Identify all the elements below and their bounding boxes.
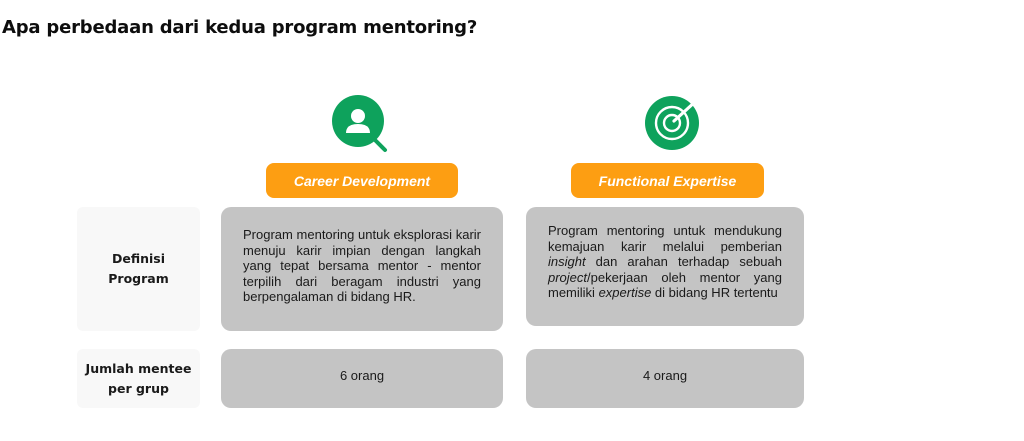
user-search-icon — [328, 92, 390, 154]
row-label-line: Jumlah mentee — [85, 360, 192, 376]
functional-mentee-count: 4 orang — [642, 367, 688, 383]
career-development-label: Career Development — [293, 172, 431, 189]
functional-expertise-label: Functional Expertise — [598, 172, 737, 189]
functional-definition-text: Program mentoring untuk mendukung kemajuan karir melalui pemberian insight dan arahan terhadap sebuah project/pekerjaan oleh mentor yang memiliki expertise di bidang HR tertentu — [548, 223, 782, 300]
row-label-line: per grup — [108, 380, 169, 396]
functional-mentee-count-cell — [526, 349, 804, 408]
row-label-line: Definisi — [111, 251, 166, 266]
page-title: Apa perbedaan dari kedua program mentoring? — [2, 17, 478, 38]
career-definition-cell — [221, 207, 503, 331]
career-mentee-count: 6 orang — [339, 367, 385, 383]
career-definition-text: Program mentoring untuk eksplorasi karir menuju karir impian dengan langkah yang tepat bersama mentor - mentor terpilih dari beragam industri yang berpengalaman di bidang HR. — [243, 227, 481, 304]
career-development-header — [266, 163, 458, 198]
target-icon — [644, 94, 702, 152]
career-mentee-count-cell — [221, 349, 503, 408]
functional-expertise-header — [571, 163, 764, 198]
row-label-jumlah-mentee — [77, 349, 200, 408]
row-label-definisi — [77, 207, 200, 331]
row-label-line: Program — [108, 271, 169, 286]
functional-definition-cell — [526, 207, 804, 326]
